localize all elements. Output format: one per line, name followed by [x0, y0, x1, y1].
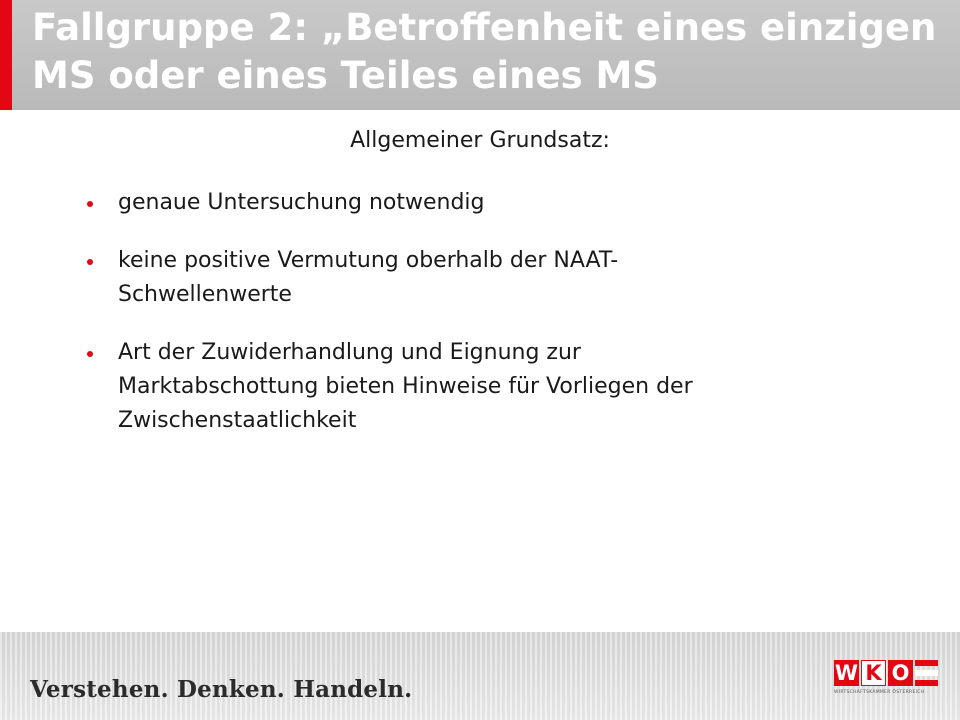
title-bar — [0, 0, 960, 110]
slide-title-line-2: MS oder eines Teiles eines MS — [32, 54, 659, 97]
logo-letter-k: K — [861, 660, 886, 686]
slide-title-line-1: Fallgruppe 2: „Betroffenheit eines einzigen — [32, 6, 937, 49]
bullet-dot-icon — [87, 259, 93, 265]
bullet-line: genaue Untersuchung notwendig — [118, 190, 485, 215]
subheading: Allgemeiner Grundsatz: — [350, 128, 610, 153]
bullet-line: Marktabschottung bieten Hinweise für Vorliegen der — [118, 374, 693, 399]
logo-letter-w: W — [834, 661, 859, 685]
bullet-line: keine positive Vermutung oberhalb der NAAT- — [118, 248, 619, 273]
logo-letter-o: O — [888, 660, 913, 686]
bullet-dot-icon — [87, 351, 93, 357]
bullet-line: Schwellenwerte — [118, 282, 292, 307]
footer-slogan: Verstehen. Denken. Handeln. — [30, 676, 413, 703]
logo-flag-stripes-icon — [915, 660, 938, 686]
wko-logo — [834, 660, 938, 718]
title-accent-stripe — [0, 0, 12, 110]
bullet-list — [80, 186, 820, 462]
bullet-line: Zwischenstaatlichkeit — [118, 408, 357, 433]
bullet-dot-icon — [87, 201, 93, 207]
slide-title — [32, 4, 942, 100]
footer-bar — [0, 632, 960, 720]
bullet-item — [80, 244, 820, 312]
bullet-item — [80, 186, 820, 220]
logo-subtext: WIRTSCHAFTSKAMMER ÖSTERREICH — [834, 690, 925, 695]
bullet-line: Art der Zuwiderhandlung und Eignung zur — [118, 340, 581, 365]
bullet-item — [80, 336, 820, 438]
